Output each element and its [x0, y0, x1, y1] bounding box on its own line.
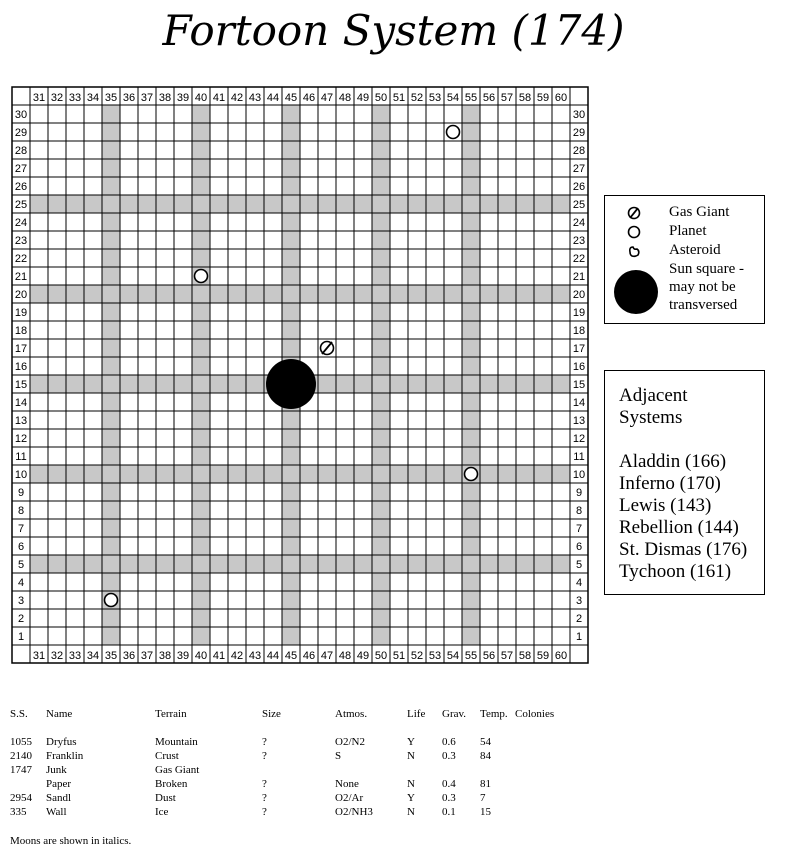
- adjacent-systems-title: Adjacent Systems: [619, 385, 688, 428]
- x-axis-label: 54: [446, 92, 460, 104]
- adjacent-system: Lewis (143): [619, 495, 712, 516]
- x-axis-label: 33: [68, 650, 82, 662]
- table-cell: Paper: [46, 778, 72, 790]
- table-row: [10, 778, 610, 792]
- x-axis-label: 60: [554, 92, 568, 104]
- y-axis-label: 29: [572, 127, 586, 139]
- table-row: [10, 792, 610, 806]
- x-axis-label: 41: [212, 650, 226, 662]
- y-axis-label: 19: [14, 307, 28, 319]
- x-axis-label: 36: [122, 650, 136, 662]
- table-row: [10, 764, 610, 778]
- table-cell: 335: [10, 806, 27, 818]
- table-header: [10, 708, 610, 722]
- table-cell: 0.6: [442, 736, 456, 748]
- table-cell: 0.3: [442, 792, 456, 804]
- table-cell: Broken: [155, 778, 188, 790]
- x-axis-label: 50: [374, 92, 388, 104]
- table-cell: Franklin: [46, 750, 84, 762]
- table-cell: 0.4: [442, 778, 456, 790]
- x-axis-label: 39: [176, 92, 190, 104]
- y-axis-label: 13: [14, 415, 28, 427]
- x-axis-label: 44: [266, 650, 280, 662]
- x-axis-label: 38: [158, 650, 172, 662]
- y-axis-label: 11: [573, 451, 585, 463]
- y-axis-label: 6: [17, 541, 25, 553]
- adjacent-systems-list: [619, 451, 764, 583]
- y-axis-label: 5: [17, 559, 25, 571]
- x-axis-label: 57: [500, 650, 514, 662]
- y-axis-label: 25: [572, 199, 586, 211]
- x-axis-label: 53: [428, 650, 442, 662]
- y-axis-label: 22: [14, 253, 28, 265]
- x-axis-label: 40: [194, 92, 208, 104]
- x-axis-label: 51: [392, 92, 406, 104]
- planet-icon: [627, 225, 641, 239]
- y-axis-label: 16: [14, 361, 28, 373]
- legend-planet: [605, 222, 765, 240]
- footnote: Moons are shown in italics.: [10, 835, 132, 847]
- y-axis-label: 4: [575, 577, 583, 589]
- y-axis-label: 21: [572, 271, 586, 283]
- table-cell: O2/N2: [335, 736, 365, 748]
- table-cell: ?: [262, 736, 267, 748]
- table-cell: ?: [262, 778, 267, 790]
- adjacent-system: Aladdin (166): [619, 451, 727, 472]
- x-axis-label: 52: [410, 92, 424, 104]
- table-header-cell: Size: [262, 708, 281, 720]
- y-axis-label: 18: [14, 325, 28, 337]
- y-axis-label: 6: [575, 541, 583, 553]
- x-axis-label: 47: [320, 92, 334, 104]
- table-cell: Sandl: [46, 792, 72, 804]
- planet-marker: [105, 594, 118, 607]
- x-axis-label: 57: [500, 92, 514, 104]
- y-axis-label: 30: [14, 109, 28, 121]
- table-cell: 2954: [10, 792, 32, 804]
- legend-box: [604, 195, 765, 324]
- table-header-cell: Terrain: [155, 708, 187, 720]
- planet-marker: [465, 468, 478, 481]
- x-axis-label: 58: [518, 92, 532, 104]
- legend-gas-giant: [605, 203, 765, 221]
- legend-planet-label: Planet: [669, 223, 707, 239]
- sun-marker: [266, 359, 316, 409]
- x-axis-label: 51: [392, 650, 406, 662]
- table-row: [10, 736, 610, 750]
- planet-marker: [195, 270, 208, 283]
- table-row: [10, 806, 610, 820]
- x-axis-label: 55: [464, 92, 478, 104]
- table-cell: ?: [262, 750, 267, 762]
- y-axis-label: 26: [14, 181, 28, 193]
- legend-sun-label: Sun square - may not be transversed: [669, 261, 744, 313]
- y-axis-label: 2: [17, 613, 25, 625]
- x-axis-label: 56: [482, 650, 496, 662]
- y-axis-label: 18: [572, 325, 586, 337]
- table-cell: N: [407, 778, 415, 790]
- y-axis-label: 15: [14, 379, 28, 391]
- y-axis-label: 30: [572, 109, 586, 121]
- y-axis-label: 10: [14, 469, 28, 481]
- x-axis-label: 38: [158, 92, 172, 104]
- table-cell: Y: [407, 792, 415, 804]
- table-row: [10, 750, 610, 764]
- x-axis-label: 31: [32, 650, 46, 662]
- y-axis-label: 23: [572, 235, 586, 247]
- x-axis-label: 47: [320, 650, 334, 662]
- x-axis-label: 59: [536, 650, 550, 662]
- table-cell: N: [407, 750, 415, 762]
- x-axis-label: 55: [464, 650, 478, 662]
- table-cell: Dryfus: [46, 736, 77, 748]
- y-axis-label: 3: [17, 595, 25, 607]
- y-axis-label: 29: [14, 127, 28, 139]
- x-axis-label: 54: [446, 650, 460, 662]
- y-axis-label: 7: [575, 523, 583, 535]
- table-header-cell: Name: [46, 708, 73, 720]
- table-cell: Wall: [46, 806, 67, 818]
- x-axis-label: 46: [302, 650, 316, 662]
- y-axis-label: 23: [14, 235, 28, 247]
- x-axis-label: 48: [338, 650, 352, 662]
- x-axis-label: 33: [68, 92, 82, 104]
- table-cell: ?: [262, 806, 267, 818]
- adjacent-system: Inferno (170): [619, 473, 721, 494]
- table-cell: Y: [407, 736, 415, 748]
- y-axis-label: 25: [14, 199, 28, 211]
- y-axis-label: 9: [575, 487, 583, 499]
- x-axis-label: 49: [356, 650, 370, 662]
- table-cell: Gas Giant: [155, 764, 200, 776]
- y-axis-label: 2: [575, 613, 583, 625]
- legend-asteroid: [605, 241, 765, 259]
- adjacent-system: Rebellion (144): [619, 517, 739, 538]
- y-axis-label: 10: [572, 469, 586, 481]
- y-axis-label: 17: [572, 343, 586, 355]
- x-axis-label: 42: [230, 92, 244, 104]
- y-axis-label: 5: [575, 559, 583, 571]
- y-axis-label: 1: [17, 631, 25, 643]
- table-header-cell: Atmos.: [335, 708, 368, 720]
- y-axis-label: 26: [572, 181, 586, 193]
- x-axis-label: 46: [302, 92, 316, 104]
- y-axis-label: 8: [575, 505, 583, 517]
- table-header-cell: Grav.: [442, 708, 467, 720]
- x-axis-label: 53: [428, 92, 442, 104]
- y-axis-label: 9: [17, 487, 25, 499]
- legend-asteroid-label: Asteroid: [669, 242, 721, 258]
- x-axis-label: 36: [122, 92, 136, 104]
- x-axis-label: 34: [86, 650, 100, 662]
- y-axis-label: 12: [572, 433, 586, 445]
- sun-icon: [614, 270, 658, 314]
- x-axis-label: 40: [194, 650, 208, 662]
- y-axis-label: 13: [572, 415, 586, 427]
- y-axis-label: 14: [572, 397, 586, 409]
- x-axis-label: 48: [338, 92, 352, 104]
- x-axis-label: 37: [140, 92, 154, 104]
- y-axis-label: 27: [14, 163, 28, 175]
- table-cell: 81: [480, 778, 491, 790]
- planet-marker: [447, 126, 460, 139]
- table-cell: None: [335, 778, 359, 790]
- table-cell: 0.1: [442, 806, 456, 818]
- asteroid-icon: [627, 244, 641, 258]
- y-axis-label: 20: [572, 289, 586, 301]
- adjacent-system: Tychoon (161): [619, 561, 732, 582]
- table-cell: 7: [480, 792, 486, 804]
- table-cell: Junk: [46, 764, 67, 776]
- y-axis-label: 4: [17, 577, 25, 589]
- x-axis-label: 60: [554, 650, 568, 662]
- table-cell: O2/NH3: [335, 806, 373, 818]
- y-axis-label: 17: [14, 343, 28, 355]
- adjacent-system: St. Dismas (176): [619, 539, 748, 560]
- table-cell: O2/Ar: [335, 792, 364, 804]
- y-axis-label: 15: [572, 379, 586, 391]
- legend-gas-giant-label: Gas Giant: [669, 204, 730, 220]
- y-axis-label: 28: [14, 145, 28, 157]
- y-axis-label: 21: [14, 271, 28, 283]
- y-axis-label: 28: [572, 145, 586, 157]
- table-cell: 54: [480, 736, 491, 748]
- y-axis-label: 24: [14, 217, 28, 229]
- x-axis-label: 37: [140, 650, 154, 662]
- table-cell: 2140: [10, 750, 32, 762]
- table-cell: ?: [262, 792, 267, 804]
- x-axis-label: 32: [50, 650, 64, 662]
- y-axis-label: 11: [15, 451, 27, 463]
- table-cell: 1055: [10, 736, 32, 748]
- y-axis-label: 22: [572, 253, 586, 265]
- table-cell: 84: [480, 750, 491, 762]
- adjacent-systems-box: [604, 370, 765, 595]
- y-axis-label: 3: [575, 595, 583, 607]
- x-axis-label: 31: [32, 92, 46, 104]
- x-axis-label: 52: [410, 650, 424, 662]
- table-cell: Mountain: [155, 736, 198, 748]
- table-cell: 15: [480, 806, 491, 818]
- y-axis-label: 24: [572, 217, 586, 229]
- table-cell: 1747: [10, 764, 32, 776]
- y-axis-label: 20: [14, 289, 28, 301]
- y-axis-label: 14: [14, 397, 28, 409]
- x-axis-label: 35: [104, 650, 118, 662]
- y-axis-label: 16: [572, 361, 586, 373]
- x-axis-label: 32: [50, 92, 64, 104]
- y-axis-label: 7: [17, 523, 25, 535]
- table-cell: Ice: [155, 806, 169, 818]
- x-axis-label: 45: [284, 92, 298, 104]
- x-axis-label: 34: [86, 92, 100, 104]
- x-axis-label: 45: [284, 650, 298, 662]
- x-axis-label: 43: [248, 92, 262, 104]
- table-cell: Dust: [155, 792, 176, 804]
- table-cell: 0.3: [442, 750, 456, 762]
- y-axis-label: 8: [17, 505, 25, 517]
- table-cell: Crust: [155, 750, 179, 762]
- x-axis-label: 35: [104, 92, 118, 104]
- y-axis-label: 27: [572, 163, 586, 175]
- x-axis-label: 43: [248, 650, 262, 662]
- x-axis-label: 42: [230, 650, 244, 662]
- x-axis-label: 41: [212, 92, 226, 104]
- x-axis-label: 39: [176, 650, 190, 662]
- x-axis-label: 50: [374, 650, 388, 662]
- y-axis-label: 1: [575, 631, 583, 643]
- x-axis-label: 44: [266, 92, 280, 104]
- x-axis-label: 49: [356, 92, 370, 104]
- table-cell: S: [335, 750, 342, 762]
- x-axis-label: 58: [518, 650, 532, 662]
- gas-giant-icon: [627, 206, 641, 220]
- table-header-cell: S.S.: [10, 708, 28, 720]
- x-axis-label: 59: [536, 92, 550, 104]
- table-header-cell: Colonies: [515, 708, 555, 720]
- table-header-cell: Life: [407, 708, 426, 720]
- page-title: Fortoon System (174): [162, 6, 625, 55]
- table-cell: N: [407, 806, 415, 818]
- x-axis-label: 56: [482, 92, 496, 104]
- y-axis-label: 12: [14, 433, 28, 445]
- y-axis-label: 19: [572, 307, 586, 319]
- table-header-cell: Temp.: [480, 708, 508, 720]
